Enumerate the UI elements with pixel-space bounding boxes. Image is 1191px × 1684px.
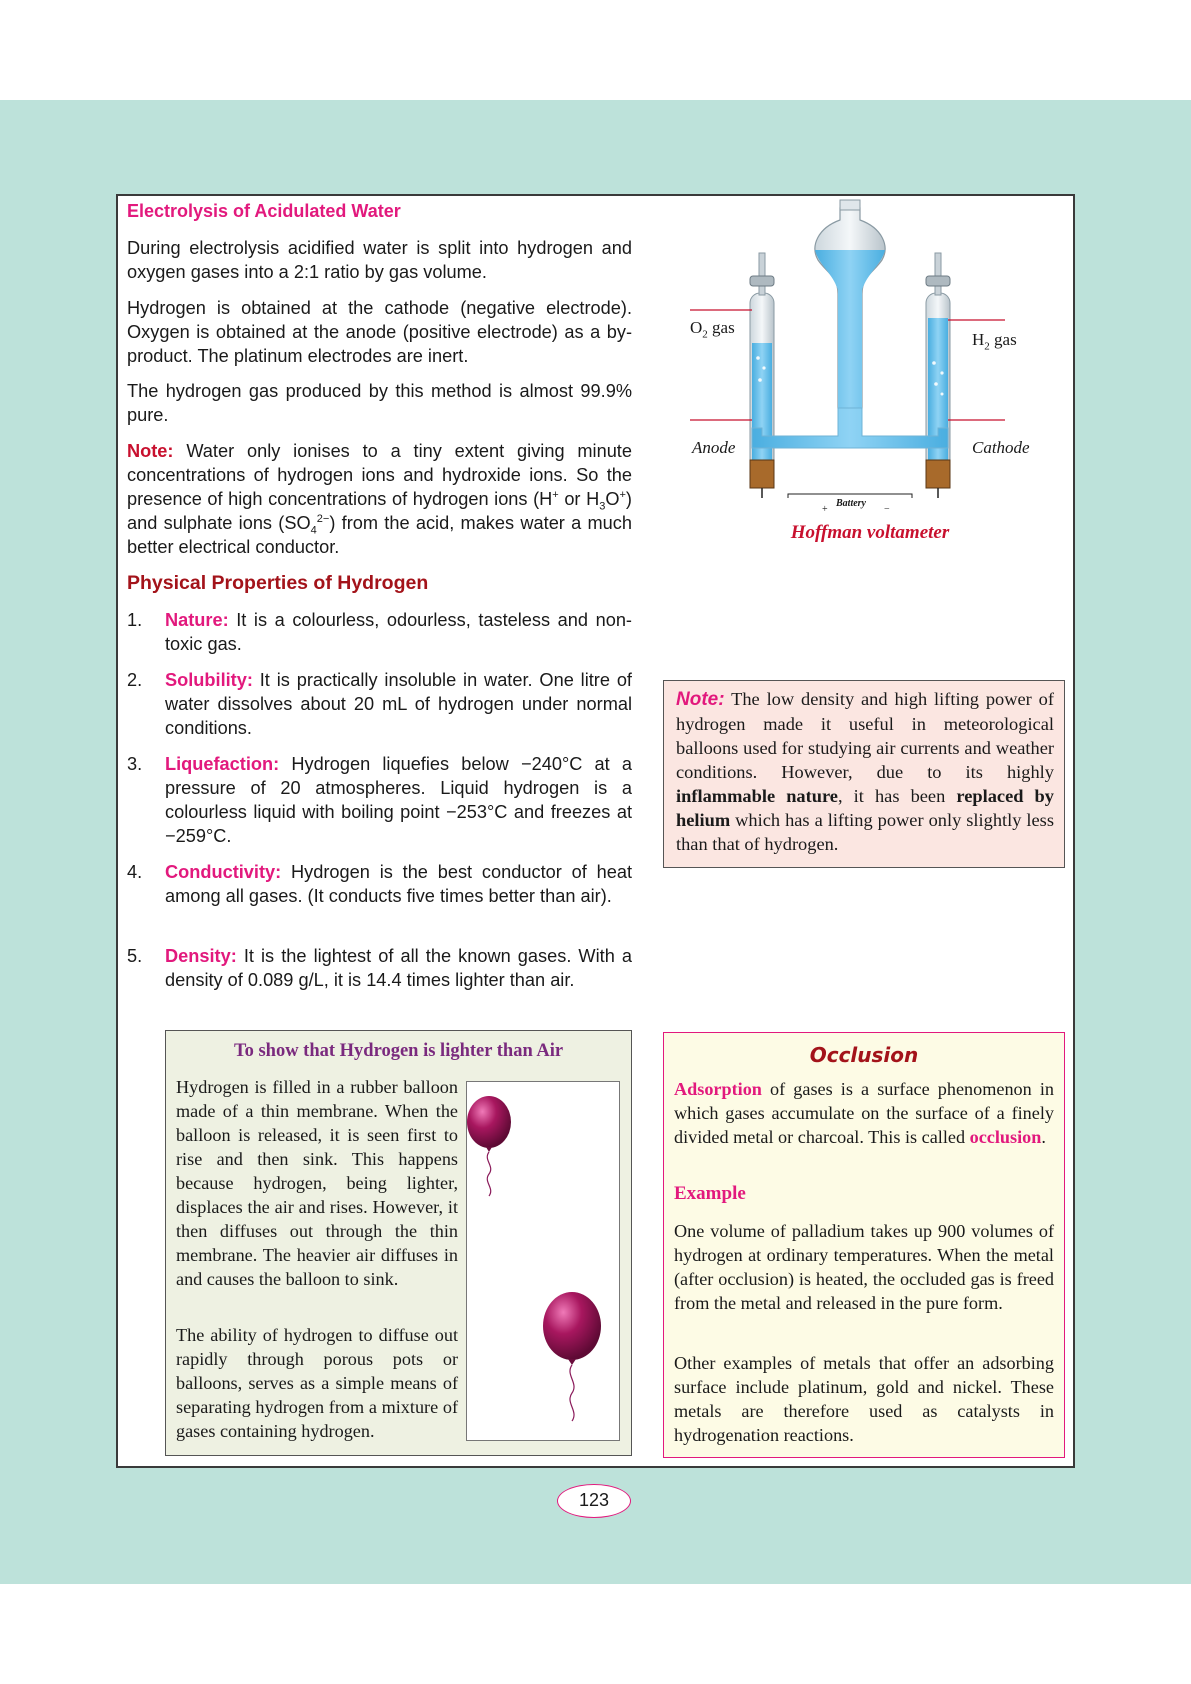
item-text: Hydrogen liquefies below −240°C at a pressure of 20 atmospheres. Liquid hydrogen is a colourless liquid with boiling point −253°C and freezes at −259°C. [165, 754, 632, 846]
reservoir-neck [840, 200, 860, 210]
electrolysis-paragraph-1: During electrolysis acidified water is split into hydrogen and oxygen gases into a 2:1 ratio by gas volume. [127, 238, 632, 282]
page-number: 123 [557, 1484, 631, 1518]
physical-properties-heading: Physical Properties of Hydrogen [127, 572, 429, 594]
occlusion-title: Occlusion [809, 1043, 919, 1067]
property-item [127, 752, 632, 848]
item-number: 2. [127, 670, 143, 690]
anode-label: Anode [692, 438, 736, 457]
occlusion-text: . [1041, 1127, 1046, 1147]
balloon-panel [466, 1081, 620, 1441]
side-note-text: which has a lifting power only slightly less than that of hydrogen. [676, 810, 1054, 854]
occlusion-text: of gases is a surface phenomenon in which gases accumulate on the surface of a finely divided metal or charcoal. This is called [674, 1079, 1054, 1147]
lighter-paragraph-1: Hydrogen is filled in a rubber balloon made of a thin membrane. When the balloon is released, it is seen first to rise and then sink. This happens because hydrogen, being lighter, displaces the air and rises. However, it then diffuses out through the thin membrane. The heavier air diffuses in and causes the balloon to sink. [176, 1077, 458, 1289]
connector-tube [752, 408, 948, 448]
battery-plus: + [822, 504, 828, 515]
balloon-icon [467, 1096, 511, 1196]
superscript: 2− [316, 512, 330, 525]
balloon-icon [543, 1292, 601, 1421]
property-item [127, 608, 632, 656]
occlusion-bold: occlusion [969, 1127, 1042, 1147]
left-stopcock [750, 276, 774, 286]
item-label: Nature: [165, 610, 229, 630]
property-item [127, 668, 632, 740]
subscript: 4 [310, 524, 317, 537]
battery-label: Battery [836, 498, 866, 509]
side-note-bold: replaced by helium [676, 786, 1054, 830]
item-number: 4. [127, 862, 143, 882]
item-text: It is a colourless, odourless, tasteless and non-toxic gas. [165, 610, 632, 654]
electrolysis-paragraph-3: The hydrogen gas produced by this method is almost 99.9% pure. [127, 381, 632, 425]
diagram-caption: Hoffman voltameter [790, 522, 950, 543]
h2-gas-label: $H_2$ gas [972, 330, 1017, 353]
electrolysis-heading: Electrolysis of Acidulated Water [127, 201, 401, 221]
item-label: Conductivity: [165, 862, 282, 882]
right-stopcock [926, 276, 950, 286]
balloon-illustration [467, 1082, 619, 1440]
subscript: 3 [599, 500, 606, 513]
left-stopper [750, 460, 774, 488]
item-text: Hydrogen is the best conductor of heat among all gases. (It conducts five times better than air). [165, 862, 632, 906]
side-note-text: , it has been [837, 786, 957, 806]
note-text: O [605, 489, 620, 509]
example-heading: Example [674, 1183, 746, 1204]
left-stopcock-stem [759, 253, 765, 295]
reservoir-water [815, 250, 885, 408]
battery-minus: − [884, 504, 890, 515]
item-text: It is practically insoluble in water. One litre of water dissolves about 20 mL of hydrogen under normal conditions. [165, 670, 632, 738]
lighter-paragraph-2: The ability of hydrogen to diffuse out rapidly through porous pots or balloons, serves as a simple means of separating hydrogen from a mixture of gases containing hydrogen. [176, 1325, 458, 1441]
item-label: Liquefaction: [165, 754, 280, 774]
lighter-than-air-box [165, 1030, 632, 1456]
property-item [127, 944, 632, 992]
property-item [127, 860, 632, 908]
note-label: Note: [127, 441, 174, 461]
o2-gas-label: $O_2$ gas [690, 318, 735, 341]
superscript: + [552, 488, 559, 501]
electrolysis-note [127, 439, 632, 559]
note-text: Water only ionises to a tiny extent giving minute concentrations of hydrogen ions and hydroxide ions. So the presence of high concentrations of hydrogen ions (H [127, 441, 632, 509]
item-label: Density: [165, 946, 237, 966]
electrolysis-paragraph-2: Hydrogen is obtained at the cathode (negative electrode). Oxygen is obtained at the anode (positive electrode) as a by-product. The platinum electrodes are inert. [127, 298, 632, 366]
item-text: It is the lightest of all the known gases. With a density of 0.089 g/L, it is 14.4 times lighter than air. [165, 946, 632, 990]
lighter-box-title: To show that Hydrogen is lighter than Air [233, 1041, 564, 1061]
occlusion-paragraph-1 [674, 1077, 1054, 1149]
occlusion-bold: Adsorption [674, 1079, 762, 1099]
note-text: ) from the acid, makes water a much better electrical conductor. [127, 513, 633, 557]
item-number: 1. [127, 610, 143, 630]
side-note-bold: inflammable nature [676, 786, 838, 806]
occlusion-paragraph-3: Other examples of metals that offer an adsorbing surface include platinum, gold and nickel. These metals are therefore used as catalysts in hydrogenation reactions. [674, 1353, 1054, 1445]
cathode-label: Cathode [972, 438, 1030, 457]
item-label: Solubility: [165, 670, 253, 690]
right-stopcock-stem [935, 253, 941, 295]
note-text: or H [558, 489, 600, 509]
note-text: ) and sulphate ions (SO [127, 489, 632, 533]
item-number: 5. [127, 946, 143, 966]
side-note-box [663, 680, 1065, 868]
item-number: 3. [127, 754, 143, 774]
side-note-text: The low density and high lifting power of hydrogen made it useful in meteorological balloons used for studying air currents and weather conditions. However, due to its highly [676, 689, 1054, 782]
side-note-label: Note: [676, 689, 725, 710]
superscript: + [619, 488, 626, 501]
right-stopper [926, 460, 950, 488]
occlusion-paragraph-2: One volume of palladium takes up 900 volumes of hydrogen at ordinary temperatures. When the metal (after occlusion) is heated, the occluded gas is freed from the metal and released in the pure form. [674, 1221, 1054, 1313]
occlusion-box [663, 1032, 1065, 1458]
